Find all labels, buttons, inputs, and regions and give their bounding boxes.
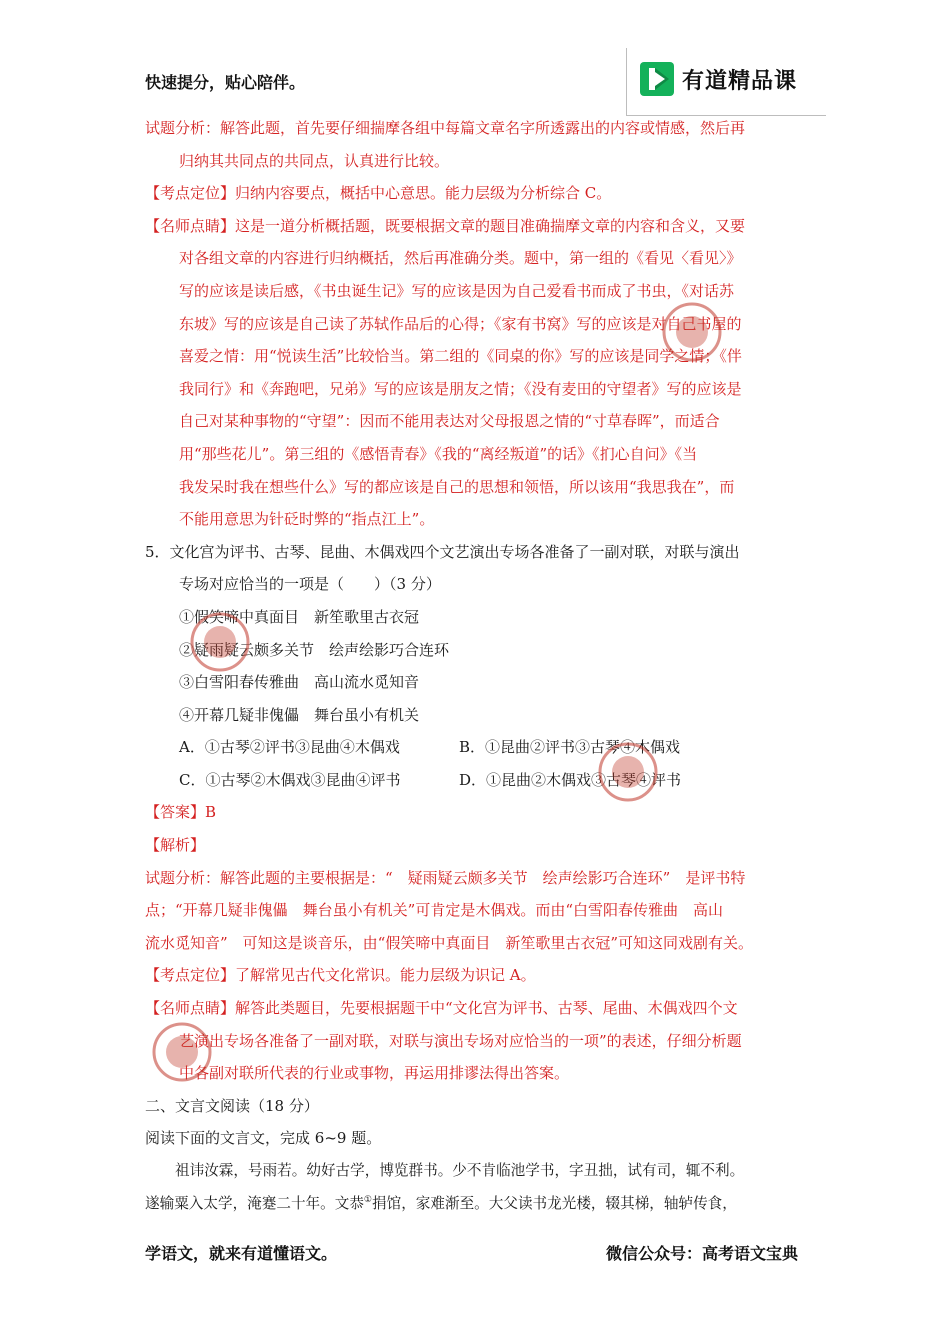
q5-answer: 【答案】B (145, 803, 217, 822)
classical-text-segment: 捐馆，家难渐至。大父读书龙光楼，辍其梯，轴轳传食， (372, 1194, 737, 1212)
q4-analysis-line-1: 试题分析：解答此题，首先要仔细揣摩各组中每篇文章名字所透露出的内容或情感，然后再 (145, 119, 746, 137)
q5-choice-b: B．①昆曲②评书③古琴④木偶戏 (459, 738, 681, 757)
document-body (145, 112, 810, 1220)
classical-text-line-2 (145, 1188, 810, 1221)
q5-kaodian: 【考点定位】了解常见古代文化常识。能力层级为识记 A。 (145, 966, 536, 985)
q4-mingshi-line: 用“那些花儿”。第三组的《感悟青春》《我的“离经叛道”的话》《扪心自问》《当 (179, 444, 698, 463)
q4-analysis-line-2: 归纳其共同点的共同点，认真进行比较。 (179, 151, 450, 170)
q4-mingshi-line: 对各组文章的内容进行归纳概括，然后再准确分类。题中，第一组的《看见〈看见〉》 (179, 249, 742, 268)
q4-kaodian: 【考点定位】归纳内容要点，概括中心意思。能力层级为分析综合 C。 (145, 184, 612, 203)
brand (640, 62, 797, 96)
header-divider-vertical (626, 48, 627, 116)
classical-text-segment: 遂输粟入太学，淹蹇二十年。文恭 (145, 1194, 364, 1212)
footer-left-slogan: 学语文，就来有道懂语文。 (145, 1244, 338, 1263)
footnote-marker: ① (363, 1194, 372, 1205)
q5-couplet-option: ①假笑啼中真面目 新笙歌里古衣冠 (179, 607, 420, 626)
brand-name: 有道精品课 (682, 68, 798, 94)
section-2-title: 二、文言文阅读（18 分） (145, 1096, 319, 1115)
q4-mingshi-line: 不能用意思为针砭时弊的“指点江上”。 (179, 510, 435, 529)
q5-analysis-line: 试题分析：解答此题的主要根据是：“ 疑雨疑云颇多关节 绘声绘影巧合连环” 是评书特 (145, 868, 746, 887)
q5-choice-a: A．①古琴②评书③昆曲④木偶戏 (179, 738, 400, 757)
footer-right-wechat: 微信公众号：高考语文宝典 (606, 1244, 799, 1263)
q4-mingshi-line: 我同行》和《奔跑吧，兄弟》写的应该是朋友之情；《没有麦田的守望者》写的应该是 (179, 379, 742, 398)
section-2-instruction: 阅读下面的文言文，完成 6~9 题。 (145, 1129, 382, 1148)
q5-stem-line-1: 5．文化宫为评书、古琴、昆曲、木偶戏四个文艺演出专场各准备了一副对联，对联与演出 (145, 542, 740, 561)
q5-choice-c: C．①古琴②木偶戏③昆曲④评书 (179, 770, 401, 789)
q5-mingshi-line: 【名师点睛】解答此类题目，先要根据题干中“文化宫为评书、古琴、尾曲、木偶戏四个文 (145, 999, 738, 1018)
q4-mingshi-line: 写的应该是读后感，《书虫诞生记》写的应该是因为自己爱看书而成了书虫，《对话苏 (179, 281, 735, 300)
q4-mingshi-line: 东坡》写的应该是自己读了苏轼作品后的心得；《家有书窝》写的应该是对自己书屋的 (179, 314, 742, 333)
play-logo-icon (640, 62, 674, 96)
q5-choices-row-2 (145, 764, 810, 797)
q4-mingshi-line: 喜爱之情：用“悦读生活”比较恰当。第二组的《同桌的你》写的应该是同学之情；《伴 (179, 347, 742, 366)
q4-mingshi-line: 我发呆时我在想些什么》写的都应该是自己的思想和领悟，所以该用“我思我在”，而 (179, 477, 735, 496)
q5-choices-row-1 (145, 731, 810, 764)
q4-mingshi-line: 自己对某种事物的“守望”：因而不能用表达对父母报恩之情的“寸草春晖”，而适合 (179, 412, 720, 431)
q5-mingshi-line: 中各副对联所代表的行业或事物，再运用排谬法得出答案。 (179, 1064, 570, 1083)
q5-choice-d: D．①昆曲②木偶戏③古琴④评书 (459, 770, 682, 789)
q5-couplet-option: ②疑雨疑云颇多关节 绘声绘影巧合连环 (179, 640, 450, 659)
q4-mingshi-line: 【名师点睛】这是一道分析概括题，既要根据文章的题目准确揣摩文章的内容和含义，又要 (145, 216, 746, 235)
q5-couplet-option: ④开幕几疑非傀儡 舞台虽小有机关 (179, 705, 420, 724)
q5-jiexi-heading: 【解析】 (145, 836, 206, 855)
classical-text-line-1: 祖讳汝霖，号雨若。幼好古学，博览群书。少不肯临池学书，字丑拙，试有司，辄不利。 (175, 1162, 745, 1179)
q5-mingshi-line: 艺演出专场各准备了一副对联，对联与演出专场对应恰当的一项”的表述，仔细分析题 (179, 1031, 742, 1050)
q5-couplet-option: ③白雪阳春传雅曲 高山流水觅知音 (179, 673, 420, 692)
q5-analysis-line: 点；“开幕几疑非傀儡 舞台虽小有机关”可肯定是木偶戏。而由“白雪阳春传雅曲 高山 (145, 901, 724, 920)
q5-analysis-line: 流水觅知音” 可知这是谈音乐，由“假笑啼中真面目 新笙歌里古衣冠”可知这同戏剧有关。 (145, 933, 754, 952)
q5-stem-line-2: 专场对应恰当的一项是（ ）（3 分） (179, 575, 441, 594)
header-slogan: 快速提分，贴心陪伴。 (145, 73, 306, 92)
